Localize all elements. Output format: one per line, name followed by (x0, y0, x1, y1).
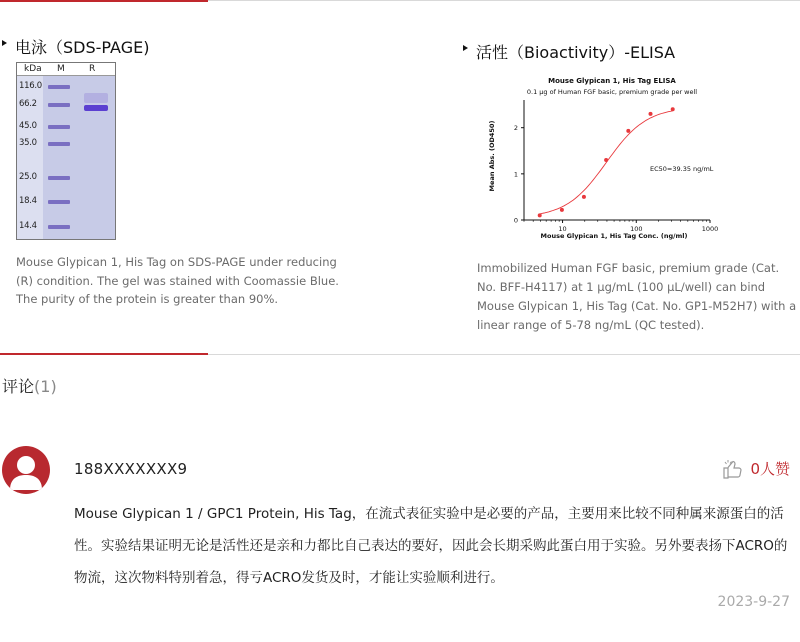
comments-heading (2, 374, 57, 397)
like-button[interactable] (722, 458, 790, 479)
user-icon (2, 446, 50, 494)
gel-reduced-lane-label: R (89, 64, 96, 74)
gel-kda-label: kDa (24, 64, 42, 74)
marker-label: 45.0 (19, 121, 37, 131)
chart-subtitle: 0.1 μg of Human FGF basic, premium grade per well (526, 88, 698, 96)
data-point (649, 112, 653, 116)
like-count[interactable]: 0人赞 (750, 460, 790, 478)
ladder-band (48, 125, 70, 129)
sds-page-description: Mouse Glypican 1, His Tag on SDS-PAGE under reducing (R) condition. The gel was stained with Coomassie Blue. The purity of the protein is greater than 90%. (16, 255, 339, 306)
ladder-band (48, 225, 70, 229)
chart-x-label: Mouse Glypican 1, His Tag Conc. (ng/ml) (540, 232, 688, 240)
data-point (626, 129, 630, 133)
data-point (538, 213, 542, 217)
data-point (671, 107, 675, 111)
x-tick-label: 10 (558, 225, 567, 233)
marker-label: 35.0 (19, 138, 37, 148)
x-tick-label: 100 (630, 225, 643, 233)
data-point (582, 195, 586, 199)
marker-label: 66.2 (19, 99, 37, 109)
ladder-band (48, 85, 70, 89)
top-divider (0, 0, 800, 1)
sample-smear (84, 93, 108, 103)
avatar (2, 446, 50, 494)
sds-page-gel-image (16, 62, 116, 240)
y-tick-label: 2 (513, 124, 518, 133)
data-point (604, 158, 608, 162)
chart-annotation: EC50=39.35 ng/mL (650, 165, 714, 173)
chart-title: Mouse Glypican 1, His Tag ELISA (548, 77, 676, 85)
chart-y-label: Mean Abs. (OD450) (488, 120, 496, 192)
ladder-band (48, 176, 70, 180)
comment-text: Mouse Glypican 1 / GPC1 Protein, His Tag，在流式表征实验中是必要的产品，主要用来比较不同种属来源蛋白的活性。实验结果证明无论是活性还是亲和力都比自己表达的要好，因此会长期采购此蛋白用于实验。另外要表扬下ACRO的物流，这次物料特别着急，得亏ACRO发货及时，才能让实验顺利进行。 (74, 506, 788, 586)
gel-header (17, 63, 115, 76)
data-point (560, 208, 564, 212)
sds-page-title: 电泳（SDS-PAGE) (2, 35, 149, 58)
marker-label: 14.4 (19, 221, 37, 231)
ladder-band (48, 142, 70, 146)
elisa-chart (484, 70, 724, 248)
marker-label: 25.0 (19, 172, 37, 182)
ladder-band (48, 103, 70, 107)
y-tick-label: 1 (513, 170, 518, 179)
elisa-title: 活性（Bioactivity）-ELISA (463, 40, 675, 63)
comment-username: 188XXXXXXX9 (74, 460, 188, 478)
marker-label: 18.4 (19, 196, 37, 206)
sample-band (84, 105, 108, 111)
bullet-icon (2, 40, 7, 46)
y-tick-label: 0 (513, 216, 518, 225)
comments-count: (1) (34, 377, 57, 396)
ladder-band (48, 200, 70, 204)
thumbs-up-icon[interactable] (722, 459, 744, 479)
fit-curve (540, 111, 673, 214)
x-tick-label: 1000 (701, 225, 719, 233)
comment-date: 2023-9-27 (717, 594, 790, 610)
gel-marker-lane-label: M (57, 64, 65, 74)
section-divider (0, 354, 800, 355)
elisa-description: Immobilized Human FGF basic, premium grade (Cat. No. BFF-H4117) at 1 μg/mL (100 μL/well) can bind Mouse Glypican 1, His Tag (Cat. No. GP1-M52H7) with a linear range of 5-78 ng/mL (QC tested). (477, 261, 797, 332)
comments-label: 评论 (2, 377, 35, 396)
marker-label: 116.0 (19, 81, 42, 91)
bullet-icon (463, 45, 468, 51)
